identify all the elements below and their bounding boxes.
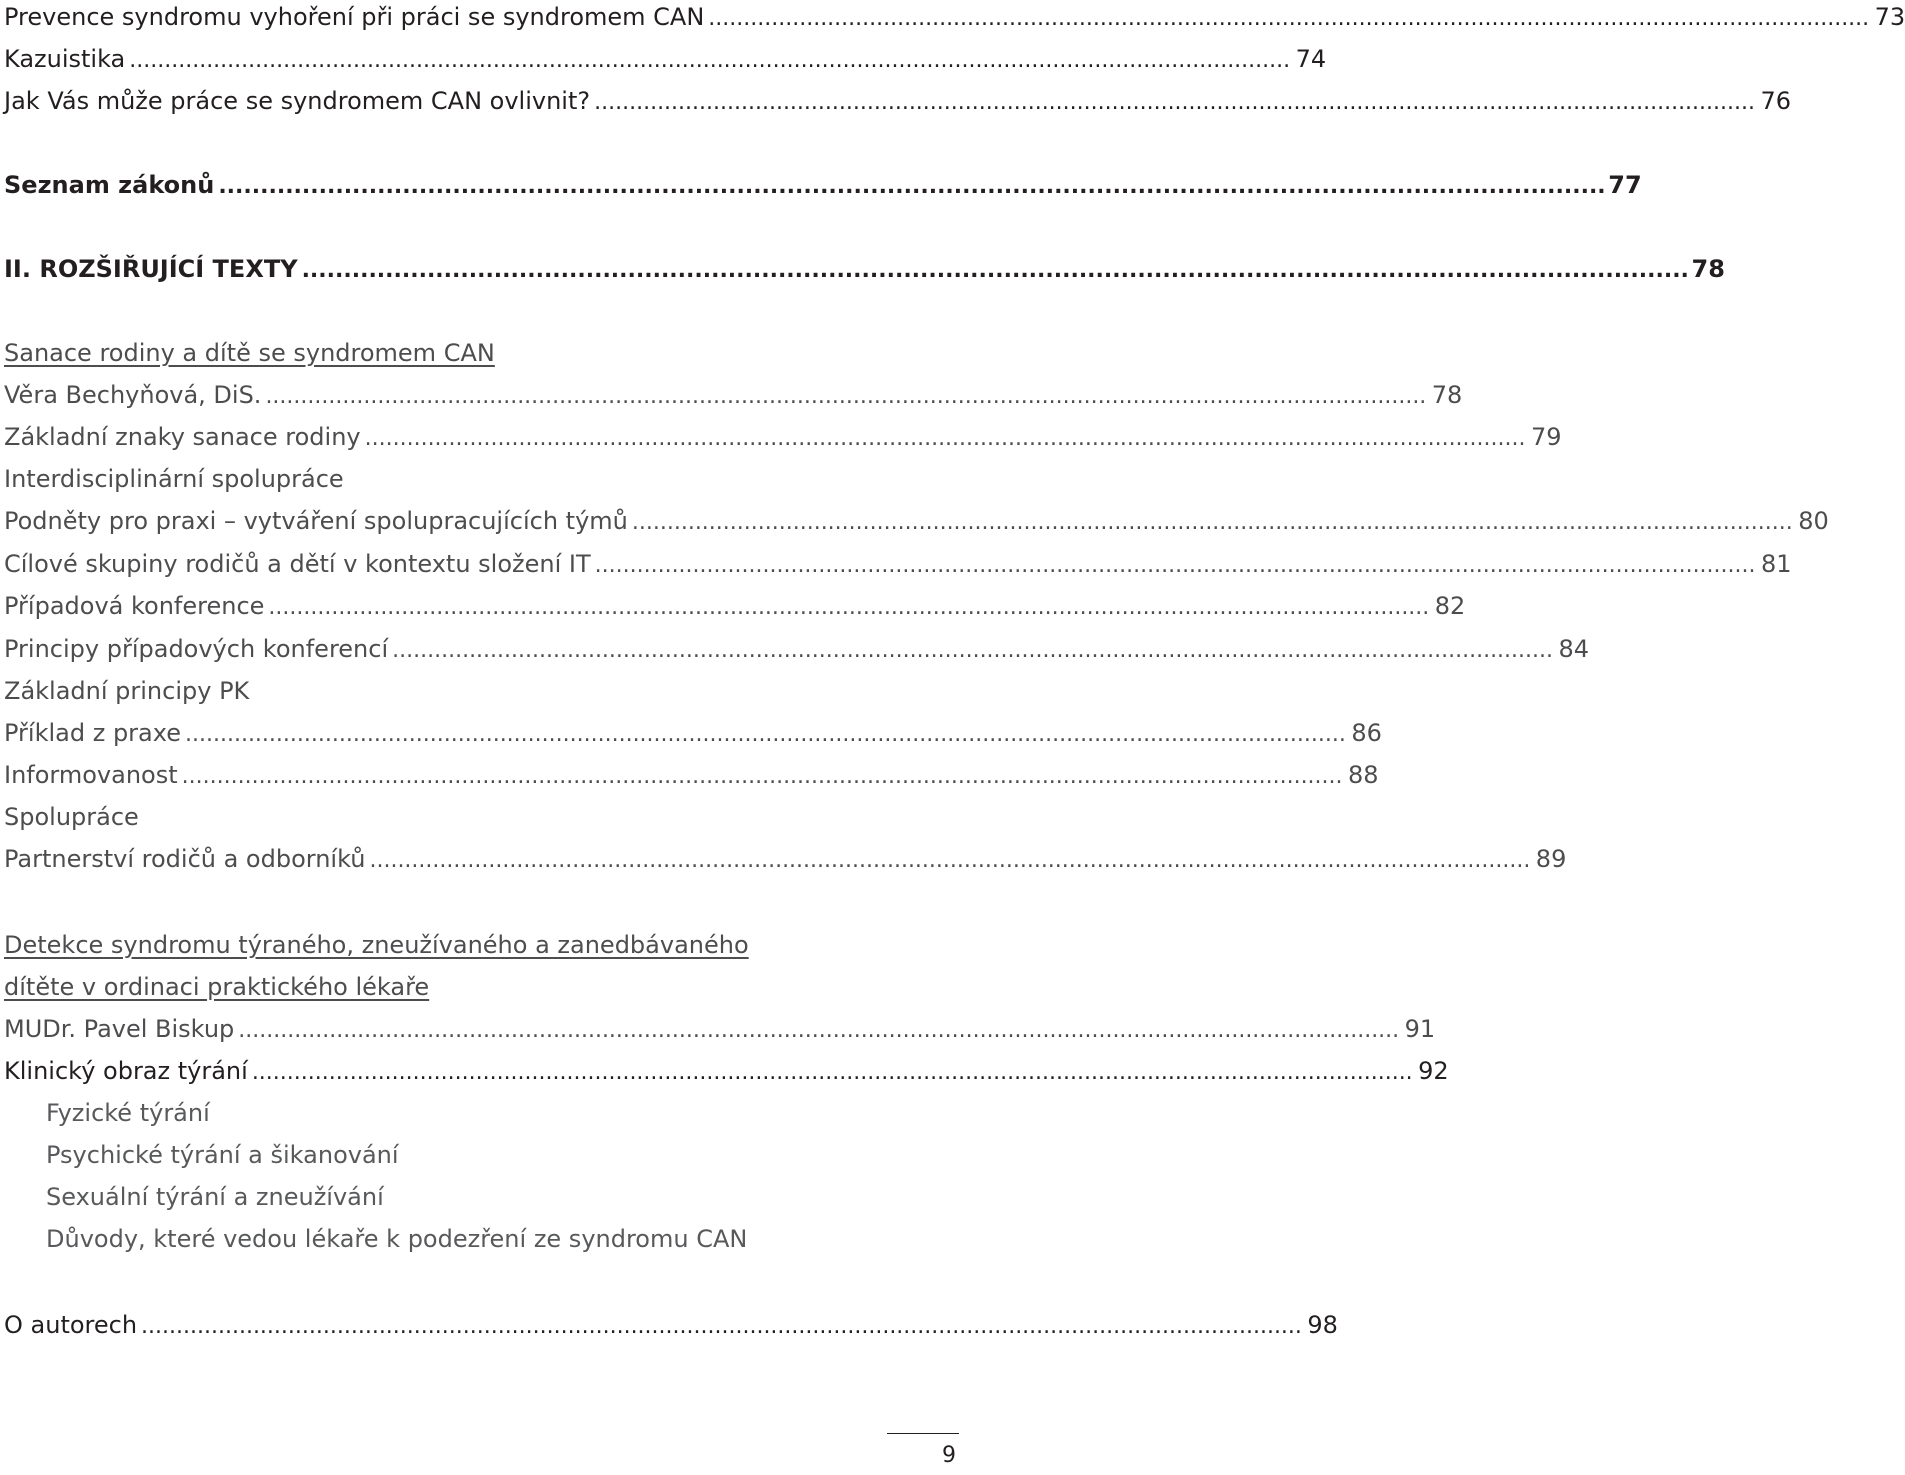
toc-dot-leader: ......................................................................................................................................................................	[594, 553, 1756, 578]
toc-entry-page-number: 78	[1431, 381, 1463, 409]
toc-entry-title: Základní principy PK	[4, 677, 250, 705]
toc-entry[interactable]	[46, 1096, 956, 1130]
toc-entry-page-number: 79	[1530, 423, 1562, 451]
toc-entry[interactable]	[4, 42, 1327, 76]
toc-entry-title: Informovanost	[4, 761, 178, 789]
toc-entry[interactable]	[4, 84, 1791, 118]
toc-entry-title: Sanace rodiny a dítě se syndromem CAN	[4, 339, 495, 367]
toc-entry-page-number: 82	[1434, 592, 1466, 620]
toc-entry[interactable]	[4, 336, 956, 370]
toc-entry-title: Sexuální týrání a zneužívání	[46, 1183, 384, 1211]
toc-entry-title: Detekce syndromu týraného, zneužívaného a zanedbávaného	[4, 931, 749, 959]
toc-entry-page-number: 84	[1558, 635, 1590, 663]
toc-entry-title: Příklad z praxe	[4, 719, 181, 747]
toc-entry[interactable]	[4, 800, 956, 834]
toc-dot-leader: ......................................................................................................................................................................	[129, 48, 1291, 73]
toc-entry-page-number: 73	[1874, 3, 1905, 31]
toc-dot-leader: ......................................................................................................................................................................	[265, 384, 1427, 409]
toc-entry[interactable]	[4, 970, 956, 1004]
toc-dot-leader: ......................................................................................................................................................................	[594, 90, 1755, 115]
toc-dot-leader: ......................................................................................................................................................................	[218, 174, 1606, 199]
toc-dot-leader: ......................................................................................................................................................................	[238, 1018, 1400, 1043]
toc-entry[interactable]	[4, 758, 1379, 792]
toc-entry[interactable]	[4, 462, 956, 496]
toc-dot-leader: ......................................................................................................................................................................	[141, 1314, 1302, 1339]
toc-entry-title: Principy případových konferencí	[4, 635, 389, 663]
footer-rule	[887, 1433, 959, 1434]
toc-entry-title: Důvody, které vedou lékaře k podezření ze syndromu CAN	[46, 1225, 748, 1253]
toc-entry-page-number: 76	[1760, 87, 1791, 115]
toc-entry[interactable]	[4, 504, 1829, 538]
toc-entry-title: Cílové skupiny rodičů a dětí v kontextu složení IT	[4, 550, 591, 578]
toc-entry-page-number: 88	[1347, 761, 1379, 789]
toc-entry[interactable]	[4, 0, 1905, 34]
toc-entry-title: dítěte v ordinaci praktického lékaře	[4, 973, 430, 1001]
toc-entry-title: Spolupráce	[4, 803, 139, 831]
toc-entry[interactable]	[4, 168, 1642, 202]
toc-dot-leader: ......................................................................................................................................................................	[181, 764, 1343, 789]
toc-entry[interactable]	[4, 716, 1382, 750]
toc-entry-page-number: 74	[1295, 45, 1327, 73]
toc-entry[interactable]	[4, 547, 1792, 581]
toc-entry[interactable]	[4, 420, 1562, 454]
toc-entry-title: Fyzické týrání	[46, 1099, 210, 1127]
toc-entry-title: MUDr. Pavel Biskup	[4, 1015, 235, 1043]
toc-entry-page-number: 86	[1351, 719, 1382, 747]
toc-entry[interactable]	[4, 632, 1590, 666]
toc-entry-title: Základní znaky sanace rodiny	[4, 423, 361, 451]
toc-entry[interactable]	[46, 1222, 956, 1256]
toc-entry[interactable]	[4, 842, 1567, 876]
toc-entry[interactable]	[4, 589, 1466, 623]
toc-entry-title: Partnerství rodičů a odborníků	[4, 845, 366, 873]
toc-dot-leader: ......................................................................................................................................................................	[251, 1060, 1413, 1085]
toc-dot-leader: ......................................................................................................................................................................	[301, 258, 1689, 283]
toc-entry[interactable]	[4, 1054, 1449, 1088]
page-number: 9	[942, 1443, 956, 1468]
toc-entry[interactable]	[4, 1308, 1338, 1342]
toc-entry-page-number: 89	[1535, 845, 1567, 873]
toc-entry-title: Interdisciplinární spolupráce	[4, 465, 344, 493]
toc-entry[interactable]	[4, 378, 1463, 412]
toc-entry-page-number: 77	[1608, 171, 1642, 199]
toc-dot-leader: ......................................................................................................................................................................	[631, 510, 1793, 535]
toc-entry-title: Věra Bechyňová, DiS.	[4, 381, 262, 409]
toc-entry[interactable]	[4, 674, 956, 708]
toc-entry-title: Případová konference	[4, 592, 265, 620]
toc-entry-page-number: 80	[1798, 507, 1829, 535]
toc-entry-title: Kazuistika	[4, 45, 126, 73]
toc-entry[interactable]	[4, 252, 1725, 286]
toc-entry-page-number: 91	[1404, 1015, 1436, 1043]
toc-entry-page-number: 98	[1307, 1311, 1338, 1339]
toc-dot-leader: ......................................................................................................................................................................	[268, 595, 1430, 620]
toc-dot-leader: ......................................................................................................................................................................	[364, 426, 1526, 451]
toc-entry-title: Podněty pro praxi – vytváření spolupracujících týmů	[4, 507, 628, 535]
toc-entry-title: O autorech	[4, 1311, 138, 1339]
toc-entry-title: Jak Vás může práce se syndromem CAN ovlivnit?	[4, 87, 591, 115]
toc-dot-leader: ......................................................................................................................................................................	[369, 848, 1531, 873]
toc-entry-title: Seznam zákonů	[4, 171, 215, 199]
toc-dot-leader: ......................................................................................................................................................................	[392, 638, 1554, 663]
toc-entry-title: II. ROZŠIŘUJÍCÍ TEXTY	[4, 255, 298, 283]
toc-entry-page-number: 92	[1418, 1057, 1449, 1085]
toc-entry-title: Psychické týrání a šikanování	[46, 1141, 399, 1169]
toc-dot-leader: ......................................................................................................................................................................	[708, 6, 1870, 31]
toc-entry[interactable]	[46, 1138, 956, 1172]
toc-entry[interactable]	[4, 1012, 1436, 1046]
toc-entry-title: Klinický obraz týrání	[4, 1057, 248, 1085]
toc-entry-title: Prevence syndromu vyhoření při práci se syndromem CAN	[4, 3, 705, 31]
toc-dot-leader: ......................................................................................................................................................................	[185, 722, 1346, 747]
toc-entry[interactable]	[4, 928, 956, 962]
toc-entry[interactable]	[46, 1180, 956, 1214]
toc-entry-page-number: 81	[1760, 550, 1792, 578]
toc-entry-page-number: 78	[1691, 255, 1725, 283]
